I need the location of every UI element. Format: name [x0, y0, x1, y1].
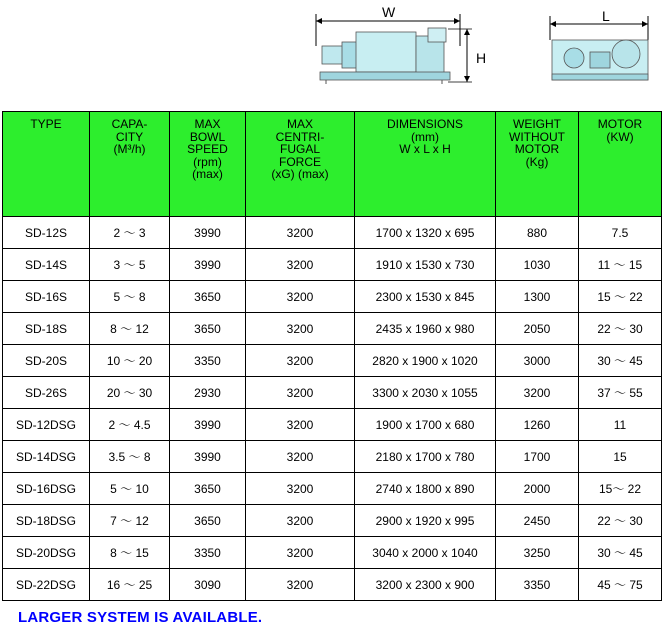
cell-weight-without-motor: 1260	[496, 409, 579, 441]
cell-weight-without-motor: 2050	[496, 313, 579, 345]
table-row	[3, 409, 662, 441]
cell-motor: 11	[579, 409, 662, 441]
cell-max-centrifugal-force: 3200	[246, 249, 355, 281]
cell-max-centrifugal-force: 3200	[246, 313, 355, 345]
cell-motor: 7.5	[579, 217, 662, 249]
column-header-line: (max)	[192, 167, 223, 181]
cell-motor: 11 ～ 15	[579, 249, 662, 281]
column-header-type	[3, 112, 90, 217]
cell-motor: 15	[579, 441, 662, 473]
column-header-line: CITY	[115, 129, 144, 144]
table-row	[3, 441, 662, 473]
cell-motor: 30 ～ 45	[579, 345, 662, 377]
cell-motor: 37 ～ 55	[579, 377, 662, 409]
cell-motor: 22 ～ 30	[579, 505, 662, 537]
cell-motor: 15～ 22	[579, 473, 662, 505]
column-header-line: FORCE	[279, 154, 321, 169]
cell-max-centrifugal-force: 3200	[246, 569, 355, 601]
column-header-max-bowl-speed	[170, 112, 246, 217]
column-header-line: (xG) (max)	[271, 167, 329, 181]
cell-dimensions: 2300 x 1530 x 845	[355, 281, 496, 313]
cell-type: SD-12DSG	[3, 409, 90, 441]
table-row	[3, 313, 662, 345]
cell-weight-without-motor: 1700	[496, 441, 579, 473]
table-row	[3, 217, 662, 249]
cell-max-bowl-speed: 2930	[170, 377, 246, 409]
cell-max-centrifugal-force: 3200	[246, 345, 355, 377]
column-header-line: MAX	[286, 117, 313, 131]
column-header-motor	[579, 112, 662, 217]
column-header-dimensions	[355, 112, 496, 217]
cell-capacity: 10 ～ 20	[90, 345, 170, 377]
cell-type: SD-20S	[3, 345, 90, 377]
table-header-row	[3, 112, 662, 217]
cell-max-centrifugal-force: 3200	[246, 281, 355, 313]
cell-weight-without-motor: 880	[496, 217, 579, 249]
column-header-line: DIMENSIONS	[386, 117, 463, 131]
cell-capacity: 5 ～ 8	[90, 281, 170, 313]
table-body	[3, 217, 662, 601]
cell-type: SD-26S	[3, 377, 90, 409]
cell-dimensions: 1910 x 1530 x 730	[355, 249, 496, 281]
side-view-diagram	[546, 10, 656, 90]
cell-dimensions: 2900 x 1920 x 995	[355, 505, 496, 537]
column-header-line: BOWL	[189, 129, 226, 144]
cell-type: SD-18DSG	[3, 505, 90, 537]
table-row	[3, 377, 662, 409]
column-header-line: WEIGHT	[513, 117, 561, 131]
cell-max-centrifugal-force: 3200	[246, 537, 355, 569]
cell-capacity: 20 ～ 30	[90, 377, 170, 409]
cell-dimensions: 1700 x 1320 x 695	[355, 217, 496, 249]
cell-max-bowl-speed: 3350	[170, 345, 246, 377]
cell-max-centrifugal-force: 3200	[246, 505, 355, 537]
cell-max-bowl-speed: 3650	[170, 473, 246, 505]
column-header-line: (KW)	[606, 129, 634, 144]
column-header-line: CENTRI-	[275, 129, 325, 144]
cell-motor: 30 ～ 45	[579, 537, 662, 569]
column-header-line: MOTOR	[597, 117, 643, 131]
cell-type: SD-14DSG	[3, 441, 90, 473]
width-dimension-label: W	[382, 4, 396, 20]
column-header-line: SPEED	[187, 142, 228, 156]
cell-max-bowl-speed: 3650	[170, 313, 246, 345]
column-header-line: W x L x H	[399, 142, 451, 156]
table-row	[3, 249, 662, 281]
cell-dimensions: 3300 x 2030 x 1055	[355, 377, 496, 409]
column-header-line: (rpm)	[193, 154, 222, 169]
cell-motor: 22 ～ 30	[579, 313, 662, 345]
cell-weight-without-motor: 1030	[496, 249, 579, 281]
column-header-capacity	[90, 112, 170, 217]
cell-dimensions: 2740 x 1800 x 890	[355, 473, 496, 505]
cell-capacity: 2 ～ 3	[90, 217, 170, 249]
cell-dimensions: 2820 x 1900 x 1020	[355, 345, 496, 377]
table-row	[3, 345, 662, 377]
cell-capacity: 7 ～ 12	[90, 505, 170, 537]
footer-note: LARGER SYSTEM IS AVAILABLE.	[18, 609, 263, 626]
column-header-line: (mm)	[411, 129, 439, 144]
cell-max-centrifugal-force: 3200	[246, 441, 355, 473]
cell-type: SD-16DSG	[3, 473, 90, 505]
cell-type: SD-16S	[3, 281, 90, 313]
cell-max-bowl-speed: 3090	[170, 569, 246, 601]
column-header-line: TYPE	[30, 117, 62, 131]
cell-weight-without-motor: 3000	[496, 345, 579, 377]
column-header-line: FUGAL	[279, 142, 320, 156]
table-row	[3, 505, 662, 537]
front-view-diagram	[312, 6, 502, 96]
cell-weight-without-motor: 3350	[496, 569, 579, 601]
column-header-line: (Kg)	[525, 154, 549, 169]
cell-type: SD-18S	[3, 313, 90, 345]
cell-type: SD-22DSG	[3, 569, 90, 601]
cell-max-bowl-speed: 3990	[170, 441, 246, 473]
cell-max-bowl-speed: 3990	[170, 249, 246, 281]
cell-type: SD-20DSG	[3, 537, 90, 569]
column-header-line: WITHOUT	[509, 129, 565, 144]
cell-max-centrifugal-force: 3200	[246, 377, 355, 409]
cell-dimensions: 3040 x 2000 x 1040	[355, 537, 496, 569]
cell-max-bowl-speed: 3650	[170, 281, 246, 313]
cell-capacity: 3 ～ 5	[90, 249, 170, 281]
column-header-line: CAPA-	[111, 117, 148, 131]
cell-capacity: 8 ～ 12	[90, 313, 170, 345]
cell-type: SD-12S	[3, 217, 90, 249]
table-row	[3, 281, 662, 313]
cell-max-bowl-speed: 3990	[170, 409, 246, 441]
cell-capacity: 8 ～ 15	[90, 537, 170, 569]
cell-type: SD-14S	[3, 249, 90, 281]
height-dimension-label: H	[476, 50, 487, 66]
column-header-max-centrifugal-force	[246, 112, 355, 217]
cell-max-bowl-speed: 3350	[170, 537, 246, 569]
cell-weight-without-motor: 2000	[496, 473, 579, 505]
column-header-line: MAX	[194, 117, 221, 131]
cell-capacity: 16 ～ 25	[90, 569, 170, 601]
length-dimension-label: L	[602, 8, 610, 24]
table-row	[3, 569, 662, 601]
table-row	[3, 473, 662, 505]
cell-capacity: 5 ～ 10	[90, 473, 170, 505]
specifications-table	[2, 111, 662, 601]
cell-max-bowl-speed: 3650	[170, 505, 246, 537]
cell-capacity: 2 ～ 4.5	[90, 409, 170, 441]
cell-max-bowl-speed: 3990	[170, 217, 246, 249]
cell-weight-without-motor: 3200	[496, 377, 579, 409]
table-row	[3, 537, 662, 569]
cell-weight-without-motor: 2450	[496, 505, 579, 537]
cell-dimensions: 1900 x 1700 x 680	[355, 409, 496, 441]
cell-motor: 15 ～ 22	[579, 281, 662, 313]
cell-max-centrifugal-force: 3200	[246, 473, 355, 505]
column-header-weight-without-motor	[496, 112, 579, 217]
cell-capacity: 3.5 ～ 8	[90, 441, 170, 473]
cell-weight-without-motor: 3250	[496, 537, 579, 569]
cell-max-centrifugal-force: 3200	[246, 409, 355, 441]
cell-weight-without-motor: 1300	[496, 281, 579, 313]
cell-max-centrifugal-force: 3200	[246, 217, 355, 249]
column-header-line: (M³/h)	[113, 142, 146, 156]
cell-dimensions: 2435 x 1960 x 980	[355, 313, 496, 345]
column-header-line: MOTOR	[514, 142, 560, 156]
cell-dimensions: 3200 x 2300 x 900	[355, 569, 496, 601]
cell-dimensions: 2180 x 1700 x 780	[355, 441, 496, 473]
cell-motor: 45 ～ 75	[579, 569, 662, 601]
